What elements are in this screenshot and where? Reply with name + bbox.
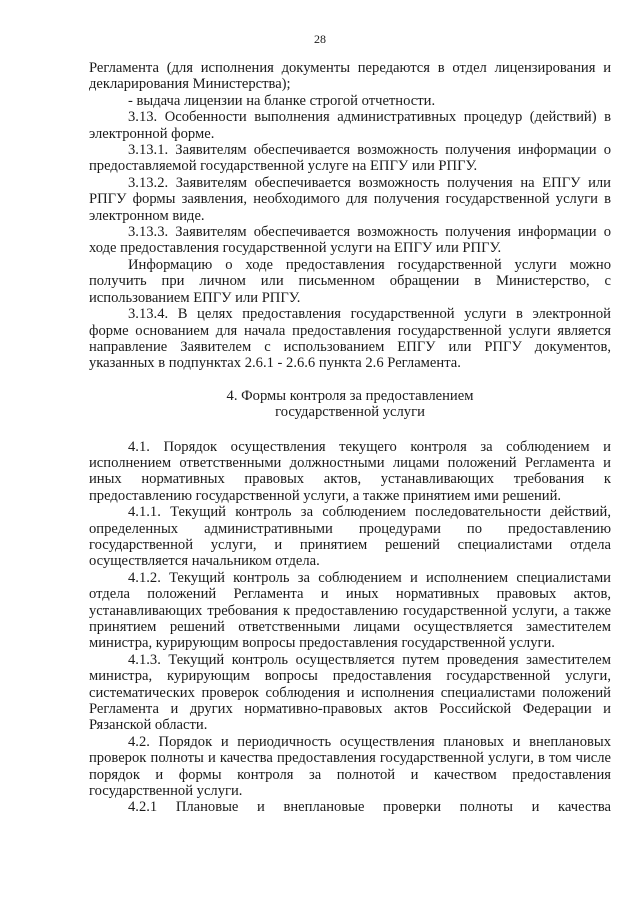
paragraph: 3.13.3. Заявителям обеспечивается возможность получения информации о ходе предоставления государственной услуги на ЕПГУ или РПГУ.: [89, 224, 611, 257]
section-heading-line: 4. Формы контроля за предоставлением: [226, 387, 474, 404]
paragraph: 4.1.1. Текущий контроль за соблюдением последовательности действий, определенных административными процедурами по предоставлению государственной услуги, и принятием решений специалистами отдела осуществляется начальником отдела.: [89, 504, 611, 570]
section-heading-line: государственной услуги: [275, 404, 425, 421]
paragraph: 4.1.3. Текущий контроль осуществляется путем проведения заместителем министра, курирующим вопросы предоставления государственной услуги, систематических проверок соблюдения и исполнения специалистами положений Регламента и других нормативно-правовых актов Российской Федерации и Рязанской области.: [89, 651, 611, 734]
paragraph: 3.13.2. Заявителям обеспечивается возможность получения на ЕПГУ или РПГУ формы заявления, необходимого для получения государственной услуги в электронном виде.: [89, 174, 611, 224]
paragraph: 4.2. Порядок и периодичность осуществления плановых и внеплановых проверок полноты и качества предоставления государственной услуги, в том числе порядок и формы контроля за полнотой и качеством предоставления государственной услуги.: [89, 733, 611, 800]
section-heading: [89, 388, 611, 421]
paragraph: 3.13. Особенности выполнения административных процедур (действий) в электронной форме.: [89, 109, 611, 142]
page-number: 28: [314, 32, 326, 46]
paragraph: 4.1.2. Текущий контроль за соблюдением и исполнением специалистами отдела положений Регламента и иных нормативных правовых актов, устанавливающих требования к предоставлению государственной услуги, а также принятием решений ответственными лицами осуществляется заместителем министра, курирующим вопросы предоставления государственной услуги.: [89, 569, 611, 652]
paragraph: 3.13.1. Заявителям обеспечивается возможность получения информации о предоставляемой государственной услуге на ЕПГУ или РПГУ.: [89, 142, 611, 175]
paragraph: 4.2.1 Плановые и внеплановые проверки полноты и качества: [128, 799, 611, 816]
paragraph: 3.13.4. В целях предоставления государственной услуги в электронной форме основанием для начала предоставления государственной услуги является направление Заявителем с использованием ЕПГУ или РПГУ документов, указанных в подпунктах 2.6.1 - 2.6.6 пункта 2.6 Регламента.: [89, 306, 611, 372]
list-item: - выдача лицензии на бланке строгой отчетности.: [128, 92, 436, 109]
paragraph: Информацию о ходе предоставления государственной услуги можно получить при личном или письменном обращении в Министерство, с использованием ЕПГУ или РПГУ.: [89, 256, 611, 306]
page-content: [89, 60, 611, 816]
paragraph: 4.1. Порядок осуществления текущего контроля за соблюдением и исполнением ответственными должностными лицами положений Регламента и иных нормативных правовых актов, устанавливающих требования к предоставлению государственной услуги, а также принятием ими решений.: [89, 438, 611, 504]
paragraph: Регламента (для исполнения документы передаются в отдел лицензирования и декларирования Министерства);: [89, 60, 611, 93]
